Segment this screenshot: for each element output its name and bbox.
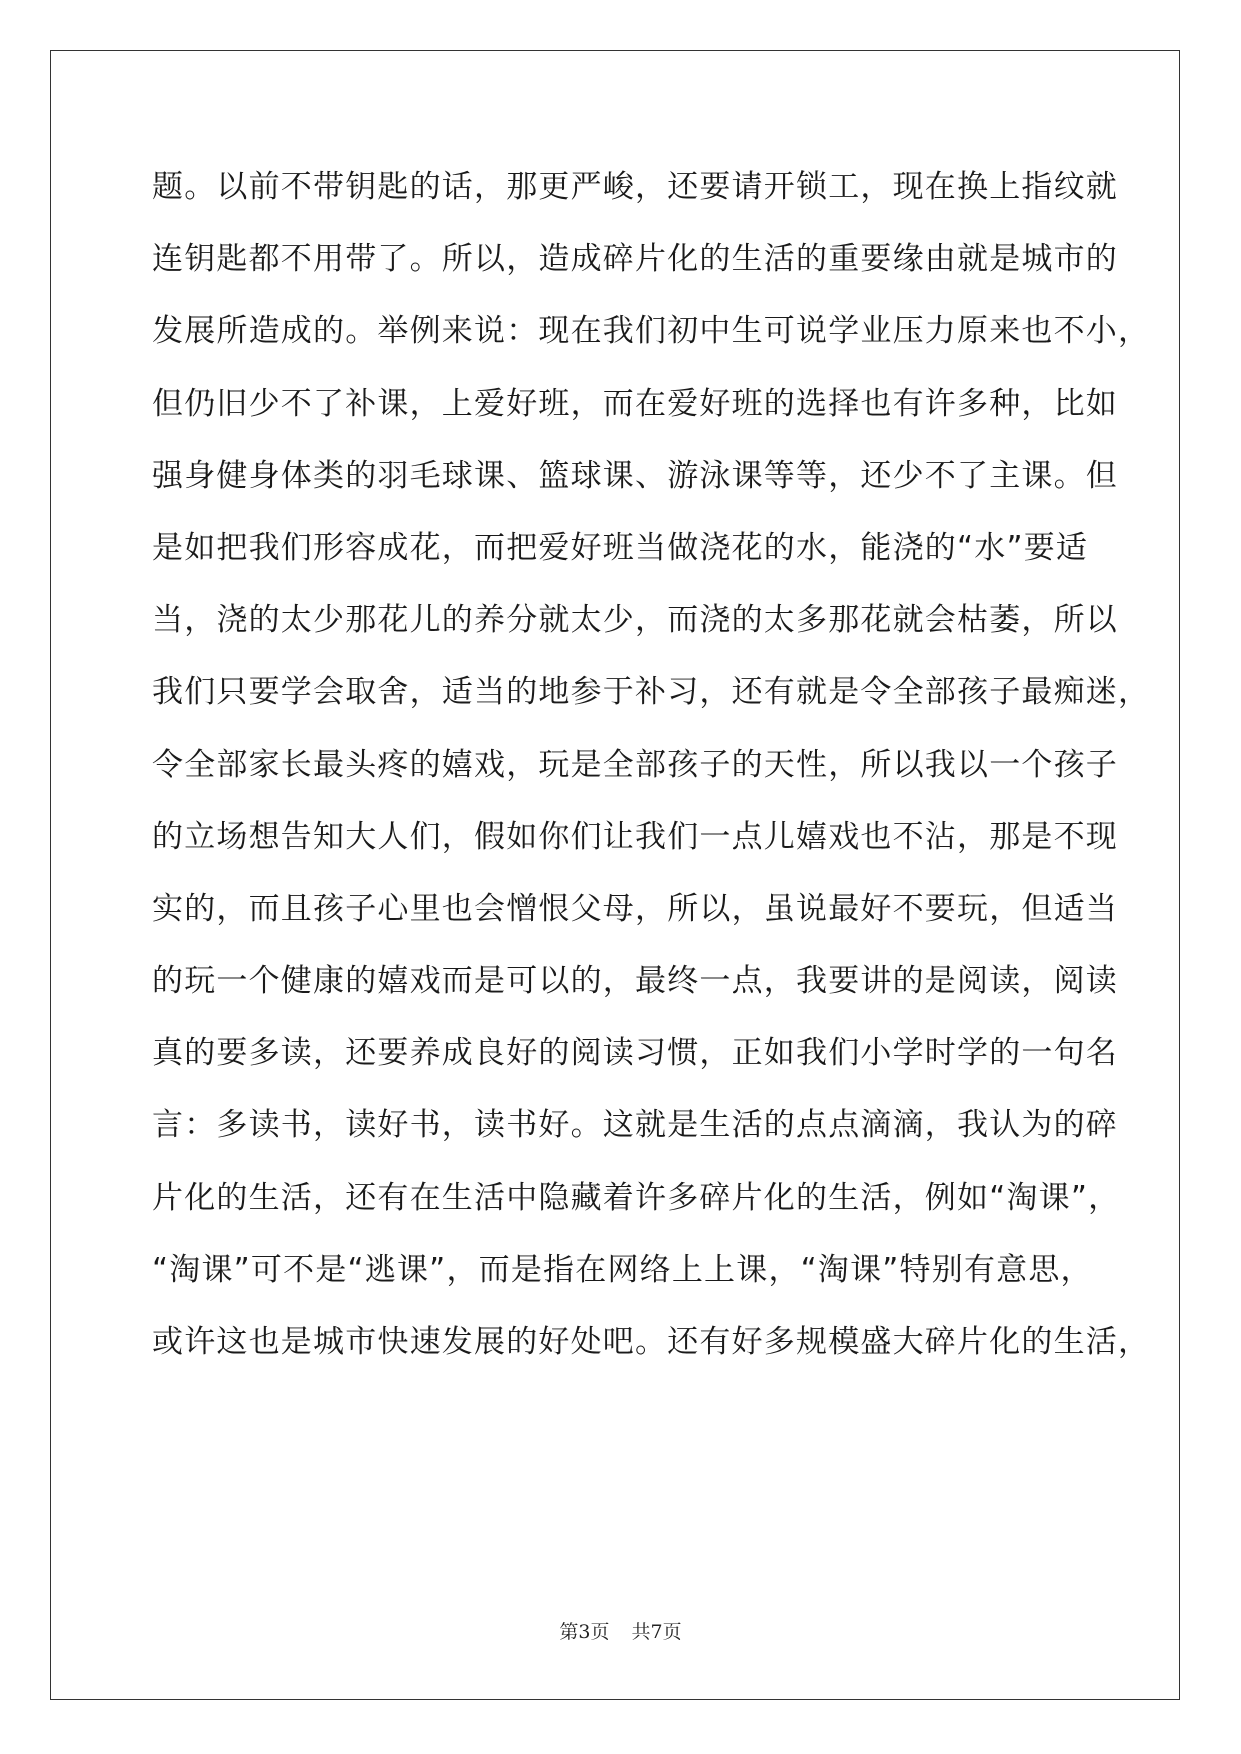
text-line: 题。以前不带钥匙的话，那更严峻，还要请开锁工，现在换上指纹就	[152, 169, 1118, 205]
text-line: 的立场想告知大人们，假如你们让我们一点儿嬉戏也不沾，那是不现	[152, 818, 1118, 855]
text-line: 实的，而且孩子心里也会憎恨父母，所以，虽说最好不要玩，但适当	[152, 890, 1118, 927]
text-line: 我们只要学会取舍，适当的地参于补习，还有就是令全部孩子最痴迷，	[152, 674, 1151, 711]
text-line: 是如把我们形容成花，而把爱好班当做浇花的水，能浇的“水”要适	[152, 529, 1089, 566]
text-line: 片化的生活，还有在生活中隐藏着许多碎片化的生活，例如“淘课”，	[152, 1179, 1121, 1216]
text-line: 真的要多读，还要养成良好的阅读习惯，正如我们小学时学的一句名	[152, 1035, 1118, 1072]
text-line: 发展所造成的。举例来说：现在我们初中生可说学业压力原来也不小，	[152, 313, 1151, 350]
text-line: 或许这也是城市快速发展的好处吧。还有好多规模盛大碎片化的生活，	[152, 1324, 1151, 1360]
text-line: 言：多读书，读好书，读书好。这就是生活的点点滴滴，我认为的碎	[152, 1107, 1118, 1144]
text-line: 当，浇的太少那花儿的养分就太少，而浇的太多那花就会枯萎，所以	[152, 602, 1118, 639]
total-pages: 共7页	[631, 1621, 682, 1643]
text-line: 但仍旧少不了补课，上爱好班，而在爱好班的选择也有许多种，比如	[152, 385, 1118, 422]
body-text	[152, 162, 1151, 1389]
text-line: 的玩一个健康的嬉戏而是可以的，最终一点，我要讲的是阅读，阅读	[152, 963, 1118, 1000]
text-line: “淘课”可不是“逃课”，而是指在网络上上课，“淘课”特别有意思，	[152, 1251, 1093, 1288]
text-line: 连钥匙都不用带了。所以，造成碎片化的生活的重要缘由就是城市的	[152, 241, 1118, 278]
page-footer	[0, 1617, 1241, 1644]
text-line: 强身健身体类的羽毛球课、篮球课、游泳课等等，还少不了主课。但	[152, 457, 1118, 494]
text-line: 令全部家长最头疼的嬉戏，玩是全部孩子的天性，所以我以一个孩子	[152, 746, 1118, 783]
current-page-number: 第3页	[559, 1621, 610, 1643]
